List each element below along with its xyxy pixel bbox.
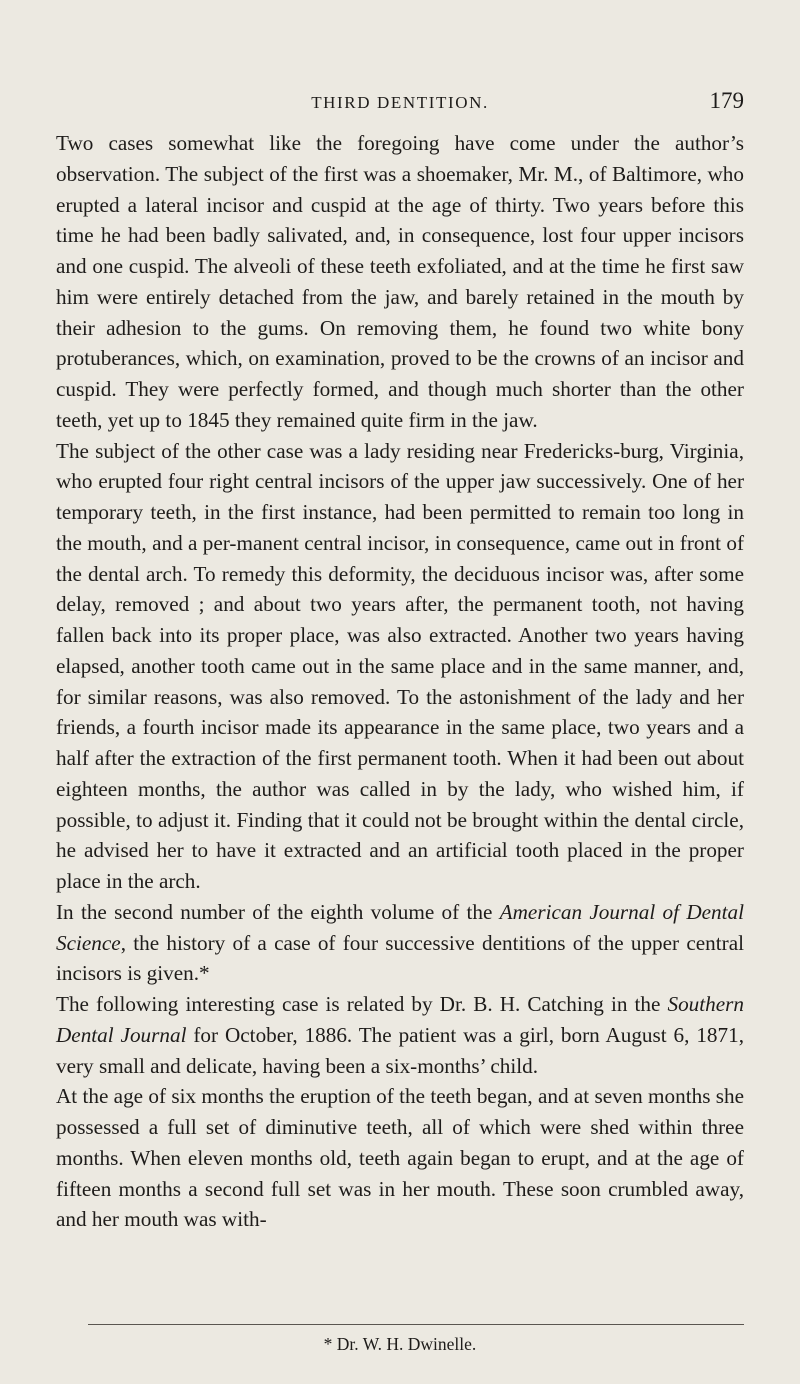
body-text: [56, 128, 744, 1235]
paragraph: [56, 989, 744, 1081]
text-run: In the second number of the eighth volume of the: [56, 899, 500, 924]
text-run: The following interesting case is related by Dr. B. H. Catching in the: [56, 992, 668, 1016]
page-header: [56, 89, 744, 117]
paragraph: [56, 436, 744, 897]
text-run: At the age of six months the eruption of the teeth began, and at seven months she possessed a full set of diminutive teeth, all of which were shed within three months. When eleven months old, teeth again began to erupt, and at the age of fifteen months a second full set was in her mouth. These soon crumbled away, and her mouth was with-: [56, 1084, 744, 1232]
italic-title: Southern Dental Journal: [56, 992, 744, 1047]
text-run: , the history of a case of four successive dentitions of the upper central incisors is given.*: [56, 930, 744, 986]
page-number: 179: [709, 88, 744, 113]
text-run: Two cases somewhat like the foregoing have come under the author’s observation. The subject of the first was a shoemaker, Mr. M., of Baltimore, who erupted a lateral incisor and cuspid at the age of thirty. Two years before this time he had been badly salivated, and, in consequence, lost four upper incisors and one cuspid. The alveoli of these teeth exfoliated, and at the time he first saw him were entirely detached from the jaw, and barely retained in the mouth by their adhesion to the gums. On removing them, he found two white bony protuberances, which, on examination, proved to be the crowns of an incisor and cuspid. They were perfectly formed, and though much shorter than the other teeth, yet up to 1845 they remained quite firm in the jaw.: [56, 131, 744, 432]
italic-title: American Journal of Dental Science: [56, 899, 744, 955]
text-run: The subject of the other case was a lady residing near Fredericks-burg, Virginia, who erupted four right central incisors of the upper jaw successively. One of her temporary teeth, in the first instance, had been permitted to remain too long in the mouth, and a per-manent central incisor, in consequence, came out in front of the dental arch. To remedy this deformity, the deciduous incisor was, after some delay, removed ; and about two years after, the permanent tooth, not having fallen back into its proper place, was also extracted. Another two years having elapsed, another tooth came out in the same place and in the same manner, and, for similar reasons, was also removed. To the astonishment of the lady and her friends, a fourth incisor made its appearance in the same place, two years and a half after the extraction of the first permanent tooth. When it had been out about eighteen months, the author was called in by the lady, who wished him, if possible, to adjust it. Finding that it could not be brought within the dental circle, he advised her to have it extracted and an artificial tooth placed in the proper place in the arch.: [56, 438, 744, 893]
paragraph: [56, 897, 744, 989]
running-head: THIRD DENTITION.: [311, 93, 489, 112]
paragraph: [56, 1081, 744, 1235]
text-run: for October, 1886. The patient was a girl, born August 6, 1871, very small and delicate, having been a six-months’ child.: [56, 1022, 745, 1078]
footnote-divider: [88, 1324, 744, 1325]
footnote: * Dr. W. H. Dwinelle.: [323, 1334, 477, 1354]
paragraph: [56, 128, 744, 436]
